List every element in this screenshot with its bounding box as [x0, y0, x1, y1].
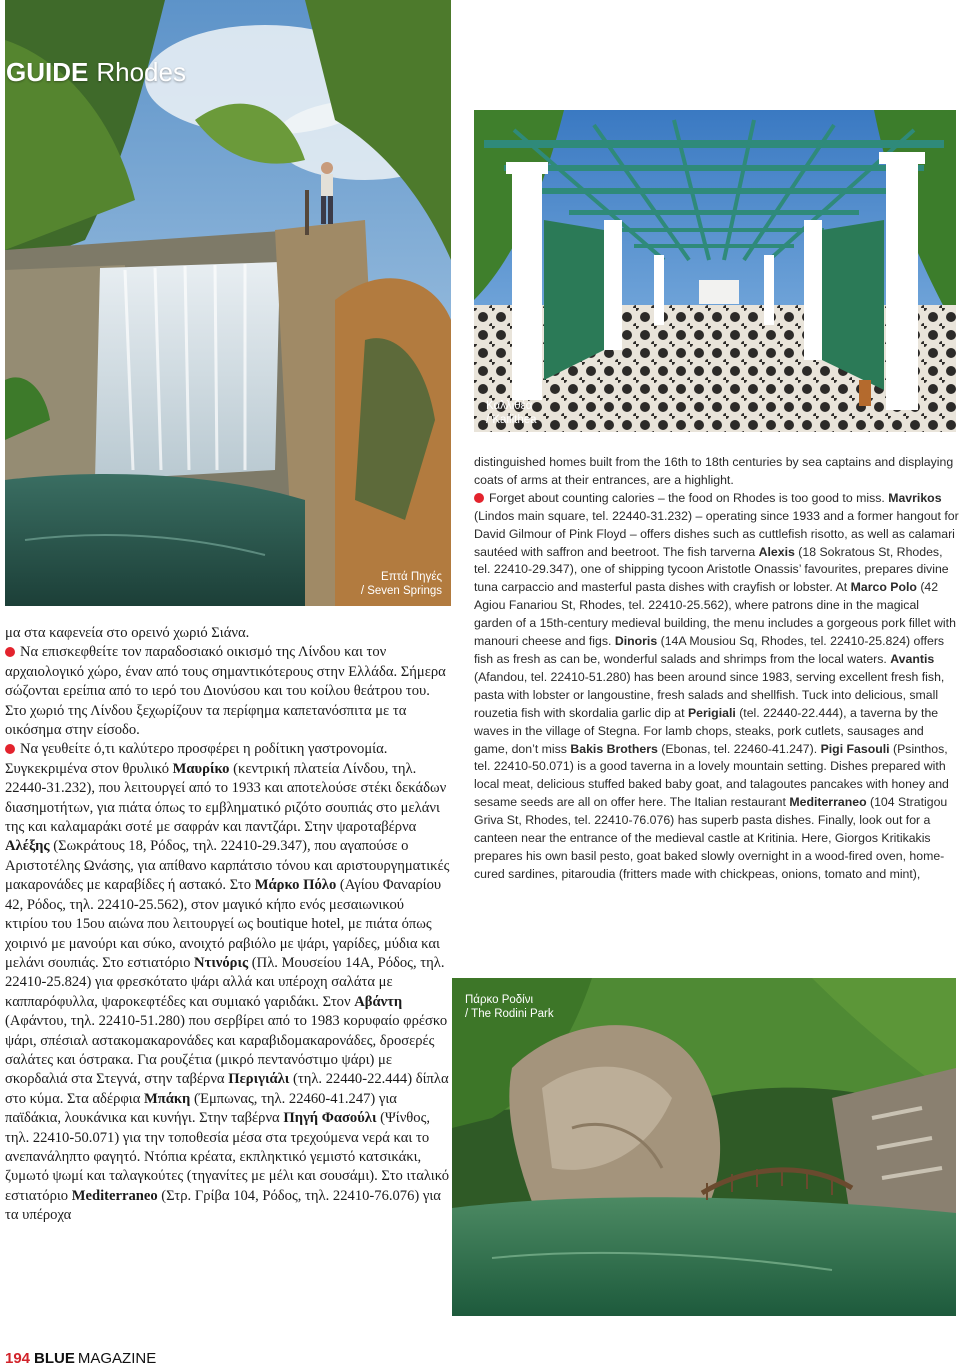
text: (Αφάντου, τηλ. 22410-51.280) που σερβίρει από το 1983 κορυφαίο φρέσκο ψάρι, σπέσιαλ αστακομακαρονάδες και καραβιδομακαρονάδες, δροσερές σαλάτες και όστρακα. Για ρουζέτια (μικρό πεντανόστιμο ψάρι) με σκορδαλιά στα Στεγνά, στην ταβέρνα [5, 1013, 448, 1088]
caption-kallithea [486, 399, 537, 427]
restaurant-name: Μπάκη [144, 1090, 191, 1107]
caption-english: / Seven Springs [360, 585, 442, 597]
text: Να γευθείτε ό,τι καλύτερο προσφέρει η ροδίτικη γαστρονομία. Συγκεκριμένα στον θρυλικό [5, 741, 388, 777]
text: (42 Agiou Fanariou St, Rhodes, tel. 22410-25.562), where patrons dine in the magical garden of a 15th-century medieval building, the menu includes a gorgeous pork fillet with manouri cheese and figs. [474, 580, 956, 649]
restaurant-name: Αβάντη [354, 993, 403, 1010]
text: (Afandou, tel. 22410-51.280) has been around since 1983, serving excellent fresh fish, pasta with lobster or langoustine, fresh salads and shellfish. Tuck into delicious, small rouzetia fish with skordalia garlic dip at [474, 669, 945, 720]
english-paragraph-2 [474, 490, 960, 884]
text: (Psinthos, tel. 22410-50.071) is a good taverna in a lovely mountain setting. Dishes prepared with local meat, delicious stuffed baked baby goat, and talagoutes pancakes with honey and sesame seeds are all on offer here. The Italian restaurant [474, 741, 949, 810]
caption-rodini [465, 993, 554, 1021]
restaurant-name: Perigiali [687, 705, 736, 720]
restaurant-name: Αλέξης [5, 838, 50, 855]
text: Forget about counting calories – the food on Rhodes is too good to miss. [489, 490, 889, 505]
bullet-dot [5, 647, 15, 657]
restaurant-name: Μάρκο Πόλο [254, 877, 337, 894]
section-header [6, 56, 186, 88]
caption-english: / The Rodini Park [465, 1008, 554, 1020]
restaurant-name: Marco Polo [850, 580, 917, 595]
text: (Πλ. Μουσείου 14Α, Ρόδος, τηλ. 22410-25.824) για φρεσκότατο ψάρι αλλά και υπέροχη σαλάτα με καππαρόφυλλα, ψαροκεφτέδες και συμιακό γαριδάκι. Στον [5, 954, 445, 1010]
restaurant-name: Ντινόρις [194, 954, 249, 971]
pergola-illustration [474, 110, 956, 432]
caption-english: / Kallithea [486, 414, 537, 426]
page-number: 194 [5, 1350, 31, 1367]
text: (Στρ. Γρίβα 104, Ρόδος, τηλ. 22410-76.076) για τα υπέροχα [5, 1187, 441, 1224]
text: (Ebonas, tel. 22460-41.247). [657, 741, 821, 756]
text: (tel. 22440-22.444), a taverna by the waves in the village of Stegna. For lamb chops, steaks, pork cutlets, sausages and game, don’t miss [474, 705, 939, 756]
restaurant-name: Mediterraneo [71, 1187, 158, 1204]
restaurant-name: Pigi Fasouli [820, 741, 890, 756]
restaurant-name: Πηγή Φασούλι [283, 1110, 377, 1127]
magazine-name-bold: BLUE [34, 1350, 75, 1367]
text: (Ψίνθος, τηλ. 22410-50.071) για την τοποθεσία μέσα στα τρεχούμενα νερά και το ανεπανάληπτο φαγητό. Ντόπια κρέατα, εκπληκτικό γεμιστό κατσικάκι, ζυμωτό ψωμί και ταλαγκούτες (τηγανίτες με μέλι και σουσάμι). Στο ιταλικό εστιατόριο [5, 1110, 450, 1204]
guide-label: GUIDE [6, 57, 89, 87]
photo-seven-springs [5, 0, 451, 606]
caption-seven-springs [346, 570, 442, 598]
text: (Lindos main square, tel. 22440-31.232) – operating since 1933 and a former hangout for David Gilmour of Pink Floyd – offers dishes such as cuttlefish risotto, as well as calamari sautéed with saffron and beetroot. The fish tarverna [474, 508, 959, 559]
photo-rodini-park [452, 978, 956, 1316]
greek-paragraph-2-text: Να επισκεφθείτε τον παραδοσιακό οικισμό της Λίνδου και τον αρχαιολογικό χώρο, έναν από τους σημαντικότερους στην Ελλάδα. Σήμερα σώζονται ερείπια από το ιερό του Διονύσου και του κοίλου θεάτρου του. Στο χωριό της Λίνδου ξεχωρίζουν τα περίφημα καπετανόσπιτα με τα οικόσημα στην είσοδο. [5, 644, 446, 739]
greek-paragraph-3 [5, 740, 450, 1225]
restaurant-name: Dinoris [614, 634, 658, 649]
restaurant-name: Alexis [758, 544, 795, 559]
text: (14A Mousiou Sq, Rhodes, tel. 22410-25.824) offers fish as fresh as can be, wonderful salads and shrimps from the local waters. [474, 634, 945, 666]
text: (Έμπωνας, τηλ. 22460-41.247) για παϊδάκια, λουκάνικα και κυνήγι. Στην ταβέρνα [5, 1090, 397, 1127]
restaurant-name: Bakis Brothers [570, 741, 658, 756]
restaurant-name: Mavrikos [888, 490, 942, 505]
page-footer [5, 1350, 156, 1368]
caption-greek: Επτά Πηγές [381, 571, 442, 583]
city-title: Rhodes [96, 57, 186, 87]
greek-column [5, 624, 450, 1226]
restaurant-name: Περιγιάλι [228, 1071, 290, 1088]
greek-paragraph-1: μα στα καφενεία στο ορεινό χωριό Σιάνα. [5, 625, 250, 641]
caption-greek: Καλλιθέα [486, 400, 533, 412]
english-paragraph-1: distinguished homes built from the 16th to 18th centuries by sea captains and displaying coats of arms at their entrances, are a highlight. [474, 455, 954, 487]
restaurant-name: Mediterraneo [789, 795, 867, 810]
photo-kallithea [474, 110, 956, 432]
bullet-dot [474, 493, 484, 503]
waterfall-illustration [5, 0, 451, 606]
caption-greek: Πάρκο Ροδίνι [465, 994, 534, 1006]
text: (Αγίου Φαναρίου 42, Ρόδος, τηλ. 22410-25.562), στον μαγικό κήπο ενός μεσαιωνικού κτιρίου του 15ου αιώνα που λειτουργεί ως boutique hotel, με πιάτα όπως χοιρινό με μανούρι και σύκο, ανοιχτό ραβιόλο με ψάρι, γαρίδες, μύδια και μελάνι σουπιάς. Στο εστιατόριο [5, 877, 442, 971]
bullet-dot [5, 744, 15, 754]
text: (τηλ. 22440-22.444) δίπλα στο κύμα. Στα αδέρφια [5, 1071, 449, 1107]
text: (18 Sokratous St, Rhodes, tel. 22410-29.347), one of shipping tycoon Aristotle Onassis’ favourites, prepares divine tuna carpaccio and masterful pasta dishes with crayfish or lobster. At [474, 544, 949, 595]
magazine-name: MAGAZINE [77, 1350, 157, 1367]
park-illustration [452, 978, 956, 1316]
text: (104 Stratigou Griva St, Rhodes, tel. 22410-76.076) has superb pasta dishes. Finally, look out for a canteen near the entrance of the medieval castle at Kritinia. Here, Giorgos Kritikakis prepares his own basil pesto, goat baked slowly overnight in a wood-fired oven, home-cured sardines, pitaroudia (fritters made with chickpeas, onions, tomato and mint), [474, 795, 948, 881]
text: (κεντρική πλατεία Λίνδου, τηλ. 22440-31.232), που λειτουργεί από το 1933 και αποτελούσε στέκι δεκάδων διασημοτήτων, για πιάτα όπως το εμβληματικό ριζότο σουπιάς στο μελάνι της και καλαμαράκι σοτέ με σαφράν και παντζάρι. Στην ψαροταβέρνα [5, 760, 447, 836]
text: (Σωκράτους 18, Ρόδος, τηλ. 22410-29.347), που αγαπούσε ο Αριστοτέλης Ωνάσης, για απίθανο καρπάτσιο τόνου και αριστουργηματικές μακαρονάδες με καραβίδες ή αστακό. Στο [5, 838, 450, 894]
restaurant-name: Avantis [890, 651, 935, 666]
restaurant-name: Μαυρίκο [172, 760, 230, 777]
greek-paragraph-2 [5, 643, 450, 740]
english-column [474, 454, 960, 884]
